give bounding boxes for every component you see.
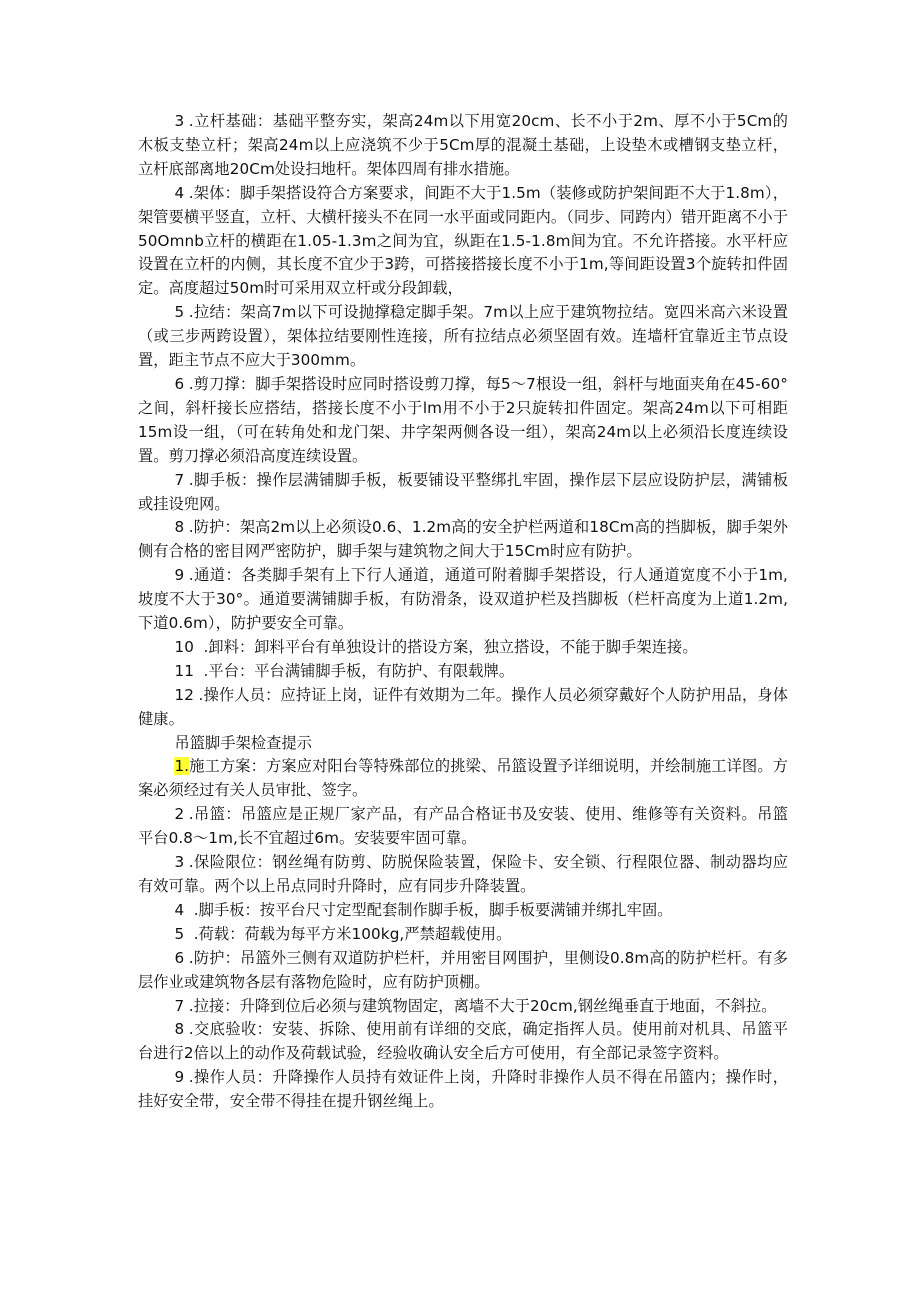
item-text: .吊篮：吊篮应是正规厂家产品，有产品合格证书及安装、使用、维修等有关资料。吊篮平台0.8～1m,长不宜超过6m。安装要牢固可靠。 (138, 805, 788, 848)
scaffold-item-4 (138, 182, 788, 302)
item-number: 3 (174, 112, 185, 130)
item-number: 5 (174, 924, 185, 943)
basket-item-5 (138, 923, 788, 947)
item-number: 7 (174, 996, 185, 1015)
basket-item-9 (138, 1066, 788, 1114)
item-text: .防护：吊篮外三侧有双道防护栏杆，并用密目网围护，里侧设0.8m高的防护栏杆。有多层作业或建筑物各层有落物危险时，应有防护顶棚。 (138, 948, 788, 991)
item-text: .通道：各类脚手架有上下行人通道，通道可附着脚手架搭设，行人通道宽度不小于1m,坡度不大于30°。通道要满铺脚手板，有防滑条，设双道护栏及挡脚板（栏杆高度为上道1.2m,下道0.6m），防护要安全可靠。 (138, 566, 788, 633)
item-number: 12 (174, 685, 194, 704)
basket-item-6 (138, 947, 788, 995)
item-number: 3 (174, 853, 185, 872)
item-number: 8 (174, 1020, 185, 1039)
basket-item-1 (138, 755, 788, 803)
scaffold-item-6 (138, 373, 788, 469)
item-text: .防护：架高2m以上必须设0.6、1.2m高的安全护栏两道和18Cm高的挡脚板，脚手架外侧有合格的密目网严密防护，脚手架与建筑物之间大于15Cm时应有防护。 (138, 518, 788, 561)
section-title-basket: 吊篮脚手架检查提示 (174, 733, 313, 752)
item-text: .脚手板：操作层满铺脚手板，板要铺设平整绑扎牢固，操作层下层应设防护层，满铺板或挂设兜网。 (138, 470, 788, 513)
item-text: .脚手板：按平台尺寸定型配套制作脚手板，脚手板要满铺并绑扎牢固。 (188, 900, 673, 919)
item-text: .交底验收：安装、拆除、使用前有详细的交底，确定指挥人员。使用前对机具、吊篮平台进行2倍以上的动作及荷载试验，经验收确认安全后方可使用，有全部记录签字资料。 (138, 1020, 788, 1063)
scaffold-item-5 (138, 301, 788, 373)
item-text: .荷载：荷载为每平方米100kg,严禁超载使用。 (188, 924, 512, 943)
scaffold-item-9 (138, 564, 788, 636)
item-number: 7 (174, 470, 185, 489)
document-body (138, 110, 788, 1114)
item-number: 9 (174, 1068, 185, 1087)
basket-item-4 (138, 899, 788, 923)
item-text: .保险限位：钢丝绳有防剪、防脱保险装置，保险卡、安全锁、行程限位器、制动器均应有效可靠。两个以上吊点同时升降时，应有同步升降装置。 (138, 853, 788, 895)
item-number: 5 (174, 303, 185, 322)
item-number: 10 (174, 637, 194, 656)
scaffold-item-11 (138, 660, 788, 684)
item-number: 2 (174, 805, 185, 824)
item-text: .卸料：卸料平台有单独设计的搭设方案，独立搭设，不能于脚手架连接。 (198, 637, 698, 656)
item-number: 9 (174, 566, 185, 585)
scaffold-item-8 (138, 516, 788, 564)
scaffold-item-3 (138, 110, 788, 182)
item-number-highlighted: 1. (174, 757, 190, 776)
item-text: .拉接：升降到位后必须与建筑物固定，离墙不大于20cm,钢丝绳垂直于地面，不斜拉。 (188, 996, 777, 1015)
scaffold-item-12 (138, 684, 788, 732)
basket-item-3 (138, 851, 788, 899)
item-number: 4 (174, 183, 185, 202)
basket-item-7 (138, 995, 788, 1019)
item-text: .架体：脚手架搭设符合方案要求，间距不大于1.5m（装修或防护架间距不大于1.8m），架管要横平竖直，立杆、大横杆接头不在同一水平面或同距内。（同步、同跨内）错开距离不小于50Omnb立杆的横距在1.05-1.3m之间为宜，纵距在1.5-1.8m间为宜。不允许搭接。水平杆应设置在立杆的内侧，其长度不宜少于3跨，可搭接搭接长度不小于1m,等间距设置3个旋转扣件固定。高度超过50m时可采用双立杆或分段卸载， (138, 183, 788, 298)
basket-item-2 (138, 803, 788, 851)
item-text: .拉结：架高7m以下可设抛撑稳定脚手架。7m以上应于建筑物拉结。宽四米高六米设置（或三步两跨设置），架体拉结要刚性连接，所有拉结点必须坚固有效。连墙杆宜靠近主节点设置，距主节点不应大于300mm。 (138, 303, 788, 370)
item-text: .平台：平台满铺脚手板，有防护、有限载牌。 (198, 661, 515, 680)
item-text: .操作人员：升降操作人员持有效证件上岗，升降时非操作人员不得在吊篮内；操作时，挂好安全带，安全带不得挂在提升钢丝绳上。 (138, 1068, 788, 1111)
item-text: .剪刀撑：脚手架搭设时应同时搭设剪刀撑，每5～7根设一组，斜杆与地面夹角在45-60°之间，斜杆接长应搭结，搭接长度不小于lm用不小于2只旋转扣件固定。架高24m以下可相距15m设一组，（可在转角处和龙门架、井字架两侧各设一组），架高24m以上必须沿长度连续设置。剪刀撑必须沿高度连续设置。 (138, 374, 788, 465)
item-number: 11 (174, 661, 194, 680)
item-text: .操作人员：应持证上岗，证件有效期为二年。操作人员必须穿戴好个人防护用品，身体健康。 (138, 685, 788, 728)
item-text: 施工方案：方案应对阳台等特殊部位的挑梁、吊篮设置予详细说明，并绘制施工详图。方案必须经过有关人员审批、签字。 (138, 757, 788, 800)
scaffold-item-10 (138, 636, 788, 660)
item-text: .立杆基础：基础平整夯实，架高24m以下用宽20cm、长不小于2m、厚不小于5Cm的木板支垫立杆；架高24m以上应浇筑不少于5Cm厚的混凝土基础，上设垫木或槽钢支垫立杆，立杆底部离地20Cm处设扫地杆。架体四周有排水措施。 (138, 112, 788, 178)
basket-item-8 (138, 1018, 788, 1066)
item-number: 4 (174, 900, 185, 919)
scaffold-item-7 (138, 469, 788, 517)
item-number: 6 (174, 948, 185, 967)
item-number: 6 (174, 374, 185, 393)
item-number: 8 (174, 518, 185, 537)
